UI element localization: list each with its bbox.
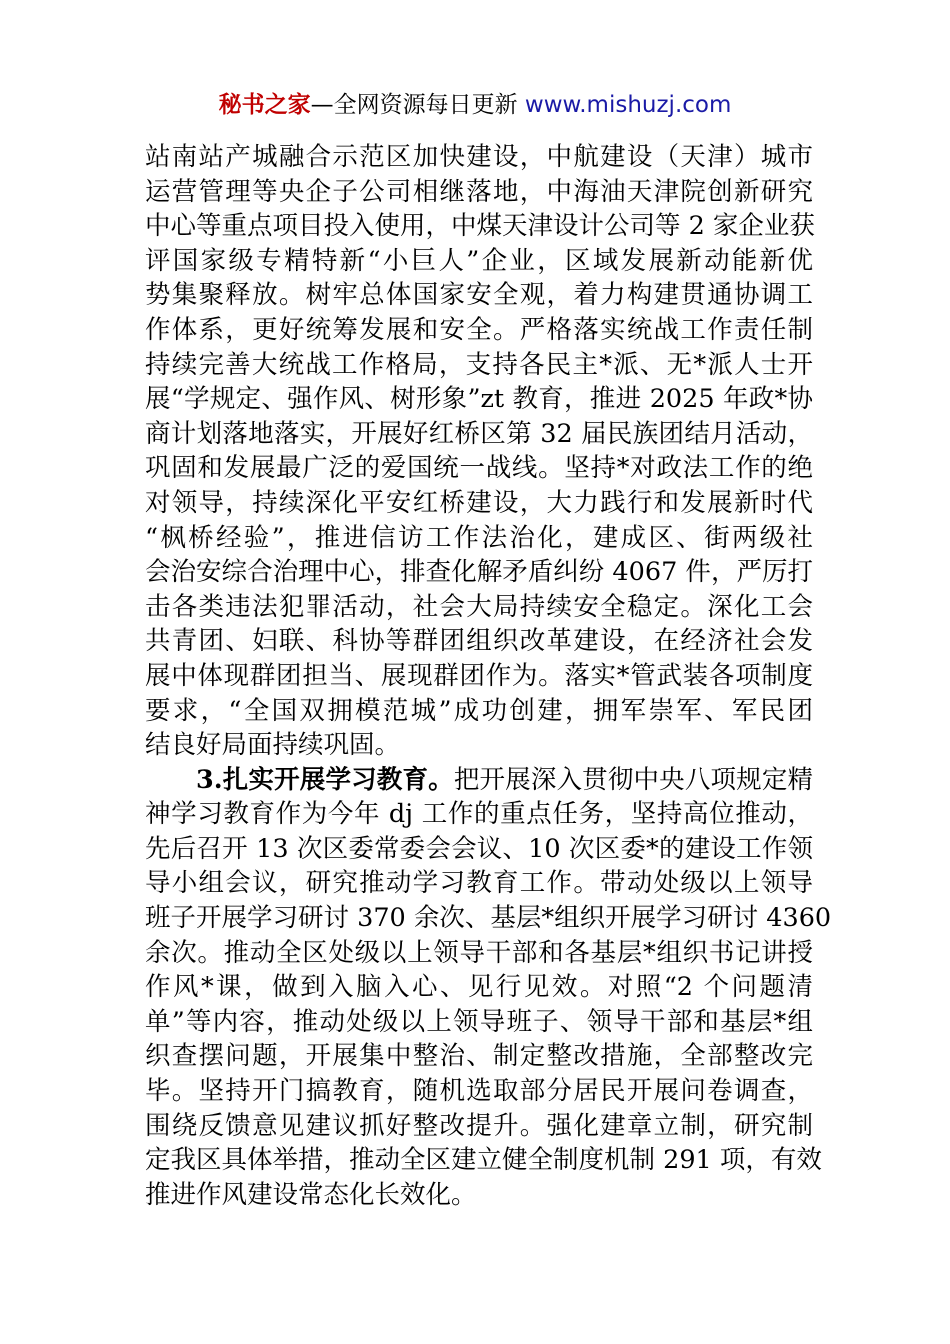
text-line: 单”等内容，推动处级以上领导班子、领导干部和基层*组 bbox=[145, 1006, 813, 1037]
text-line: 围绕反馈意见建议抓好整改提升。强化建章立制，研究制 bbox=[145, 1110, 813, 1141]
text-line: 势集聚释放。树牢总体国家安全观，着力构建贯通协调工 bbox=[145, 280, 813, 311]
text-line: 对领导，持续深化平安红桥建设，大力践行和发展新时代 bbox=[145, 487, 813, 518]
text-line: 作体系，更好统筹发展和安全。严格落实统战工作责任制 bbox=[145, 314, 813, 345]
section-heading: 3.扎实开展学习教育。 bbox=[196, 764, 454, 795]
text-line: 毕。坚持开门搞教育，随机选取部分居民开展问卷调查， bbox=[145, 1076, 813, 1107]
text-line: 织查摆问题，开展集中整治、制定整改措施，全部整改完 bbox=[145, 1041, 813, 1072]
text-line: 结良好局面持续巩固。 bbox=[145, 730, 401, 761]
page-header bbox=[0, 88, 950, 122]
brand-name: 秘书之家 bbox=[218, 92, 311, 118]
paragraph-1 bbox=[145, 140, 813, 763]
header-tagline: —全网资源每日更新 bbox=[310, 92, 518, 118]
text-line: 先后召开 13 次区委常委会会议、10 次区委*的建设工作领 bbox=[145, 833, 813, 864]
paragraph-first-line bbox=[145, 763, 813, 798]
text-line: 定我区具体举措，推动全区建立健全制度机制 291 项，有效 bbox=[145, 1145, 822, 1176]
document-body bbox=[145, 140, 832, 1212]
text-line: 评国家级专精特新“小巨人”企业，区域发展新动能新优 bbox=[145, 245, 813, 276]
text-line: 展“学规定、强作风、树形象”zt 教育，推进 2025 年政*协 bbox=[145, 384, 813, 415]
text-line: 中心等重点项目投入使用，中煤天津设计公司等 2 家企业获 bbox=[145, 211, 815, 242]
text-line: 站南站产城融合示范区加快建设，中航建设（天津）城市 bbox=[145, 142, 813, 172]
text-line: 共青团、妇联、科协等群团组织改革建设，在经济社会发 bbox=[145, 626, 813, 657]
text-line: 神学习教育作为今年 dj 工作的重点任务，坚持高位推动， bbox=[145, 799, 813, 830]
text-line: 持续完善大统战工作格局，支持各民主*派、无*派人士开 bbox=[145, 349, 813, 380]
text-line: 击各类违法犯罪活动，社会大局持续安全稳定。深化工会 bbox=[145, 591, 813, 622]
text-line: 作风*课，做到入脑入心、见行见效。对照“2 个问题清 bbox=[145, 972, 813, 1003]
text-line: 巩固和发展最广泛的爱国统一战线。坚持*对政法工作的绝 bbox=[145, 453, 813, 484]
paragraph-2 bbox=[145, 763, 832, 1213]
text-line: 推进作风建设常态化长效化。 bbox=[145, 1179, 477, 1210]
text-line: 商计划落地落实，开展好红桥区第 32 届民族团结月活动， bbox=[145, 418, 813, 449]
text-line: “枫桥经验”，推进信访工作法治化，建成区、街两级社 bbox=[145, 522, 813, 553]
site-url-link[interactable]: www.mishuzj.com bbox=[524, 92, 732, 118]
heading-line-text: 把开展深入贯彻中央八项规定精 bbox=[453, 764, 813, 795]
text-line: 班子开展学习研讨 370 余次、基层*组织开展学习研讨 4360 bbox=[145, 903, 832, 934]
text-line: 导小组会议，研究推动学习教育工作。带动处级以上领导 bbox=[145, 868, 813, 899]
text-line: 余次。推动全区处级以上领导干部和各基层*组织书记讲授 bbox=[145, 937, 813, 968]
text-line: 运营管理等央企子公司相继落地，中海油天津院创新研究 bbox=[145, 176, 813, 207]
text-line: 展中体现群团担当、展现群团作为。落实*管武装各项制度 bbox=[145, 660, 813, 691]
text-line: 要求，“全国双拥模范城”成功创建，拥军崇军、军民团 bbox=[145, 695, 813, 726]
text-line: 会治安综合治理中心，排查化解矛盾纠纷 4067 件，严厉打 bbox=[145, 557, 813, 588]
